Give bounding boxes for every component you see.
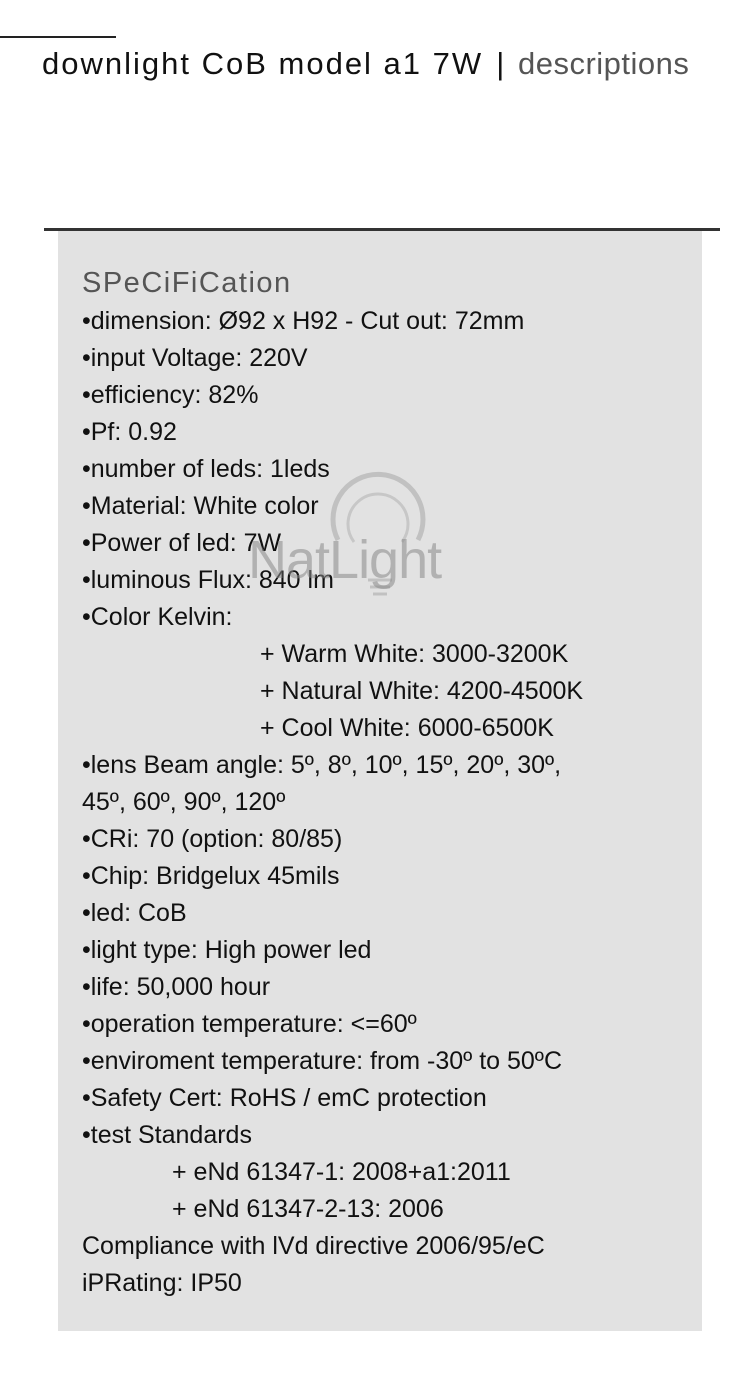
spec-line: Compliance with lVd directive 2006/95/eC	[82, 1232, 545, 1260]
top-accent-rule	[0, 36, 116, 38]
spec-line: iPRating: IP50	[82, 1269, 242, 1297]
spec-line: •efficiency: 82%	[82, 381, 259, 409]
spec-line: •Safety Cert: RoHS / emC protection	[82, 1084, 487, 1112]
spec-line: •enviroment temperature: from -30º to 50ºC	[82, 1047, 562, 1075]
spec-line: + eNd 61347-1: 2008+a1:2011	[172, 1158, 511, 1186]
header-separator: |	[496, 46, 505, 81]
page-header	[42, 44, 732, 84]
spec-line: + Warm White: 3000-3200K	[260, 640, 569, 668]
spec-line: + Natural White: 4200-4500K	[260, 677, 584, 705]
spec-line: •input Voltage: 220V	[82, 344, 308, 372]
spec-line: •led: CoB	[82, 899, 187, 927]
spec-line: •life: 50,000 hour	[82, 973, 271, 1001]
spec-line: •number of leds: 1leds	[82, 455, 330, 483]
spec-line: 45º, 60º, 90º, 120º	[82, 788, 286, 816]
spec-line: •luminous Flux: 840 lm	[82, 566, 334, 594]
spec-line: •Power of led: 7W	[82, 529, 282, 557]
spec-line: •Pf: 0.92	[82, 418, 177, 446]
spec-line: •Chip: Bridgelux 45mils	[82, 862, 340, 890]
spec-line: + eNd 61347-2-13: 2006	[172, 1195, 444, 1223]
header-subtitle: descriptions	[517, 46, 690, 81]
product-title: downlight CoB model a1 7W	[42, 46, 484, 81]
spec-line: •test Standards	[82, 1121, 252, 1149]
spec-line: •dimension: Ø92 x H92 - Cut out: 72mm	[82, 307, 525, 335]
specification-list	[82, 303, 702, 1302]
spec-line: •light type: High power led	[82, 936, 372, 964]
spec-line: •CRi: 70 (option: 80/85)	[82, 825, 343, 853]
spec-line: •operation temperature: <=60º	[82, 1010, 417, 1038]
spec-line: •lens Beam angle: 5º, 8º, 10º, 15º, 20º, 30º,	[82, 751, 562, 779]
specification-title: SPeCiFiCation	[82, 267, 292, 299]
spec-line: •Material: White color	[82, 492, 319, 520]
spec-line: •Color Kelvin:	[82, 603, 233, 631]
watermark-text: NatLight	[248, 530, 442, 590]
spec-line: + Cool White: 6000-6500K	[260, 714, 554, 742]
